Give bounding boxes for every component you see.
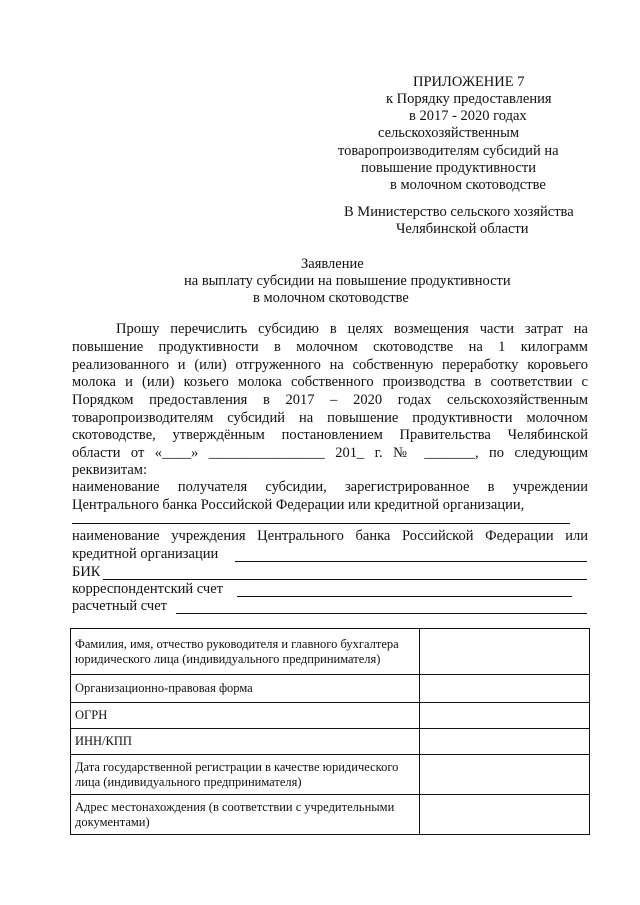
settlement-account-label: расчетный счет	[72, 598, 167, 614]
bik-blank	[103, 579, 587, 580]
table-cell-value[interactable]	[420, 729, 590, 755]
settlement-account-blank	[176, 613, 587, 614]
table-cell-label: Фамилия, имя, отчество руководителя и главного бухгалтера юридического лица (индивидуального предпринимателя)	[71, 629, 420, 675]
body-line: молока и (или) козьего молока собственного производства в соответствии с	[72, 374, 588, 390]
appendix-line: товаропроизводителям субсидий на	[338, 143, 559, 159]
recipient-line: В Министерство сельского хозяйства	[344, 204, 574, 220]
body-line: области от «____» ________________ 201_ г. № _______, по следующим	[72, 445, 588, 461]
table-cell-value[interactable]	[420, 795, 590, 835]
table-cell-label: Организационно-правовая форма	[71, 675, 420, 703]
table-row	[71, 629, 590, 675]
bik-label: БИК	[72, 564, 101, 580]
body-line: товаропроизводителям субсидий на повышение продуктивности молочном	[72, 410, 588, 426]
appendix-line: к Порядку предоставления	[386, 91, 552, 107]
body-line: Центрального банка Российской Федерации или кредитной организации,	[72, 497, 525, 513]
applicant-info-table	[70, 628, 590, 835]
bank-name-line: наименование учреждения Центрального банка Российской Федерации или	[72, 528, 588, 544]
table-cell-label: Адрес местонахождения (в соответствии с учредительными документами)	[71, 795, 420, 835]
corr-account-label: корреспондентский счет	[72, 581, 223, 597]
table-cell-value[interactable]	[420, 629, 590, 675]
document-subtitle: в молочном скотоводстве	[253, 290, 409, 306]
appendix-line: в 2017 - 2020 годах	[409, 108, 527, 124]
table-cell-value[interactable]	[420, 675, 590, 703]
table-row	[71, 703, 590, 729]
body-line: Порядком предоставления в 2017 – 2020 годах сельскохозяйственным	[72, 392, 588, 408]
body-line: повышение продуктивности в молочном скотоводстве на 1 килограмм	[72, 339, 588, 355]
recipient-name-blank	[72, 523, 570, 524]
recipient-line: Челябинской области	[396, 221, 529, 237]
table-cell-label: Дата государственной регистрации в качестве юридического лица (индивидуального предпринимателя)	[71, 755, 420, 795]
table-cell-label: ОГРН	[71, 703, 420, 729]
body-line: реквизитам:	[72, 462, 147, 478]
corr-account-blank	[237, 596, 572, 597]
body-line: наименование получателя субсидии, зарегистрированное в учреждении	[72, 479, 588, 495]
body-line: Прошу перечислить субсидию в целях возмещения части затрат на	[116, 321, 588, 337]
table-cell-value[interactable]	[420, 703, 590, 729]
body-line: скотоводстве, утверждённым постановлением Правительства Челябинской	[72, 427, 588, 443]
body-line: реализованного и (или) отгруженного на собственную переработку коровьего	[72, 357, 588, 373]
document-title: Заявление	[301, 256, 364, 272]
appendix-line: в молочном скотоводстве	[390, 177, 546, 193]
table-cell-label: ИНН/КПП	[71, 729, 420, 755]
table-row	[71, 729, 590, 755]
appendix-line: сельскохозяйственным	[378, 125, 520, 141]
table-cell-value[interactable]	[420, 755, 590, 795]
bank-name-blank	[235, 561, 587, 562]
appendix-line: повышение продуктивности	[361, 160, 536, 176]
table-row	[71, 755, 590, 795]
document-subtitle: на выплату субсидии на повышение продуктивности	[184, 273, 511, 289]
table-row	[71, 795, 590, 835]
appendix-title: ПРИЛОЖЕНИЕ 7	[413, 74, 525, 90]
table-row	[71, 675, 590, 703]
bank-name-label: кредитной организации	[72, 546, 219, 562]
